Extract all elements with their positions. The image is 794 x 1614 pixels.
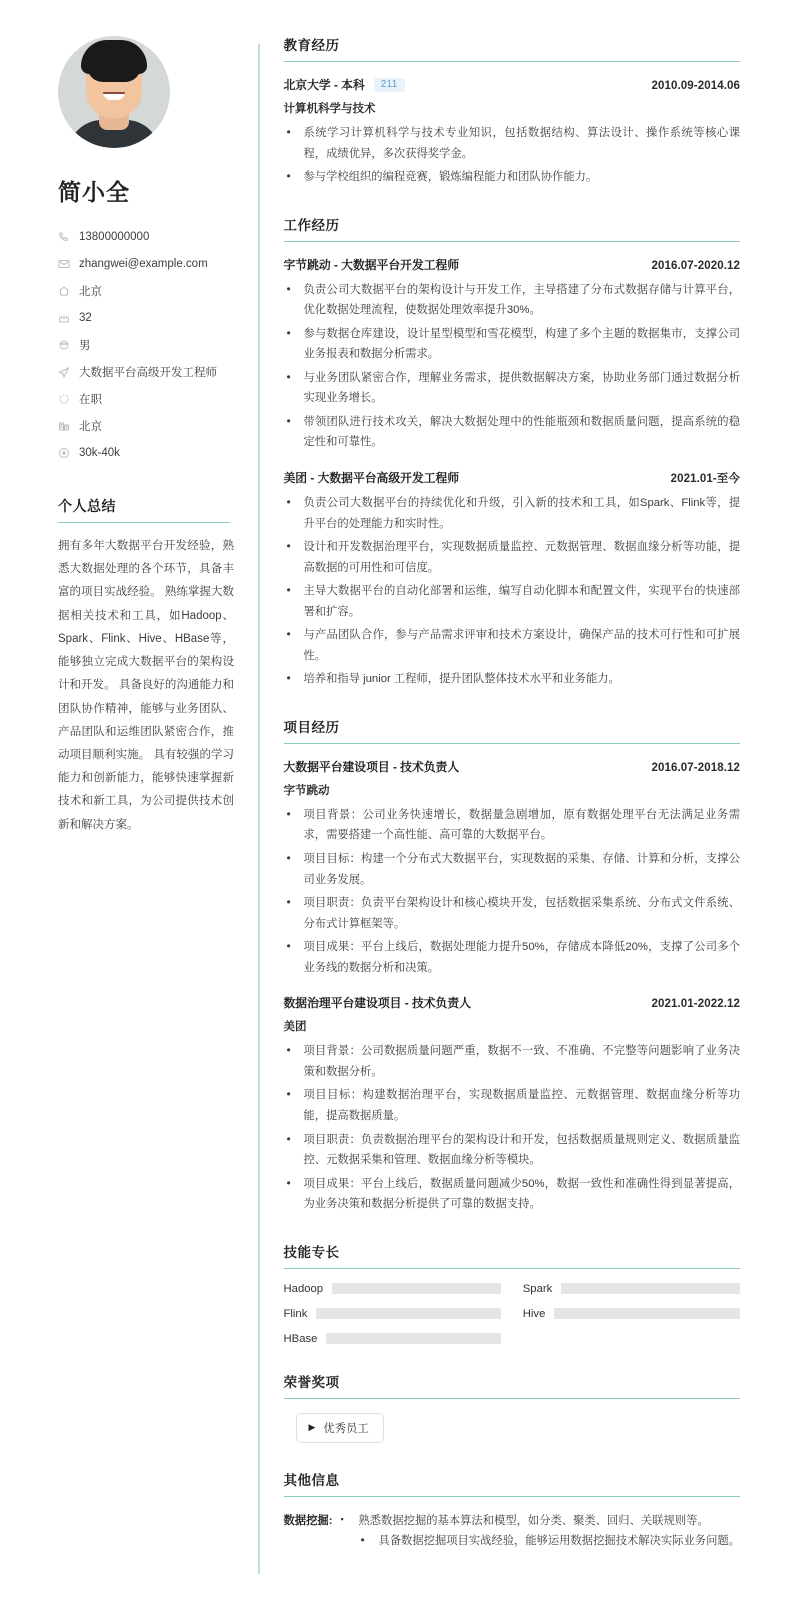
skill-row xyxy=(284,1333,501,1345)
education-major: 计算机科学与技术 xyxy=(283,103,376,115)
other-info-body xyxy=(332,1511,740,1552)
work-position: 字节跳动 - 大数据平台开发工程师 xyxy=(283,257,460,272)
phone-icon xyxy=(58,231,76,243)
education-entry xyxy=(284,76,741,188)
section-title-projects: 项目经历 xyxy=(284,716,741,744)
city-icon xyxy=(58,420,76,432)
list-item: • 项目背景：公司数据质量问题严重，数据不一致、不准确、不完整等问题影响了业务决策和数据分析。 xyxy=(284,1041,741,1082)
section-work xyxy=(284,214,741,690)
project-entry xyxy=(284,758,741,978)
list-item: • 参与数据仓库建设，设计星型模型和雪花模型，构建了多个主题的数据集市，支撑公司业务报表和数据分析需求。 xyxy=(284,324,741,365)
mail-icon xyxy=(58,258,76,270)
education-date: 2010.09-2014.06 xyxy=(651,80,740,92)
info-row-target-position xyxy=(58,358,232,385)
skill-progress-track xyxy=(561,1283,740,1294)
skills-grid xyxy=(284,1283,741,1345)
section-title-education: 教育经历 xyxy=(284,34,741,62)
skill-progress-track xyxy=(554,1308,740,1319)
sidebar xyxy=(0,14,258,1614)
education-school: 北京大学 - 本科 xyxy=(283,78,365,92)
info-value-job-status: 在职 xyxy=(79,393,102,406)
work-bullets xyxy=(284,493,741,690)
list-item: • 系统学习计算机科学与技术专业知识，包括数据结构、算法设计、操作系统等核心课程，成绩优异，多次获得奖学金。 xyxy=(284,123,741,164)
section-skills xyxy=(284,1241,741,1345)
award-chip[interactable] xyxy=(296,1413,384,1443)
section-other-info xyxy=(284,1469,741,1552)
info-value-salary: 30k-40k xyxy=(79,446,120,459)
info-row-gender xyxy=(58,331,232,358)
section-awards xyxy=(284,1371,741,1443)
work-position: 美团 - 大数据平台高级开发工程师 xyxy=(283,471,460,486)
list-item: • 培养和指导 junior 工程师，提升团队整体技术水平和业务能力。 xyxy=(284,669,741,690)
skill-row xyxy=(523,1283,740,1295)
awards-list xyxy=(284,1413,741,1443)
list-item: • 项目职责：负责数据治理平台的架构设计和开发，包括数据质量规则定义、数据质量监控、元数据采集和管理、数据血缘分析等模块。 xyxy=(284,1130,741,1171)
education-school-line xyxy=(284,76,405,93)
education-bullets xyxy=(284,123,741,188)
avatar-photo xyxy=(58,36,170,148)
section-education xyxy=(284,34,741,188)
section-projects xyxy=(284,716,741,1215)
gender-icon xyxy=(58,339,76,351)
work-date: 2021.01-至今 xyxy=(670,473,740,486)
skill-row xyxy=(284,1308,501,1320)
skill-row xyxy=(284,1283,501,1295)
project-date: 2021.01-2022.12 xyxy=(651,998,740,1011)
work-bullets xyxy=(284,280,741,453)
project-bullets xyxy=(284,1041,741,1214)
summary-title: 个人总结 xyxy=(58,496,230,523)
cake-icon xyxy=(58,312,76,324)
list-item: • 负责公司大数据平台的架构设计与开发工作，主导搭建了分布式数据存储与计算平台，优化数据处理流程，使数据处理效率提升30%。 xyxy=(284,280,741,321)
candidate-name: 简小全 xyxy=(58,179,130,205)
target-icon xyxy=(58,366,76,378)
skill-name: Spark xyxy=(522,1282,553,1295)
play-triangle-icon: ▶ xyxy=(308,1422,316,1433)
project-bullets xyxy=(284,805,741,978)
info-value-age: 32 xyxy=(79,311,92,324)
section-title-work: 工作经历 xyxy=(284,214,741,242)
info-row-city xyxy=(58,412,232,439)
info-value-email: zhangwei@example.com xyxy=(79,257,208,270)
section-title-skills: 技能专长 xyxy=(284,1241,741,1269)
project-entry-head xyxy=(284,758,741,775)
work-entry xyxy=(284,256,741,453)
project-company: 美团 xyxy=(283,1021,307,1034)
other-info-bullets xyxy=(336,1511,740,1552)
work-entry-head xyxy=(284,469,741,486)
other-info-row xyxy=(284,1511,741,1552)
project-name: 数据治理平台建设项目 - 技术负责人 xyxy=(283,996,471,1011)
home-icon xyxy=(58,285,76,297)
work-date: 2016.07-2020.12 xyxy=(651,259,740,272)
main-content xyxy=(260,14,794,1614)
skill-progress-track xyxy=(332,1283,501,1294)
project-date: 2016.07-2018.12 xyxy=(651,761,740,774)
list-item: • 项目成果：平台上线后，数据处理能力提升50%，存储成本降低20%，支撑了公司多个业务线的数据分析和决策。 xyxy=(284,937,741,978)
skill-name: Hadoop xyxy=(283,1282,324,1295)
contact-info-list xyxy=(58,223,232,466)
list-item: • 项目背景：公司业务快速增长，数据量急剧增加，原有数据处理平台无法满足业务需求，需要搭建一个高性能、高可靠的大数据平台。 xyxy=(284,805,741,846)
list-item: • 主导大数据平台的自动化部署和运维，编写自动化脚本和配置文件，实现平台的快速部署和扩容。 xyxy=(284,581,741,622)
skill-name: Hive xyxy=(522,1307,546,1320)
award-label: 优秀员工 xyxy=(323,1422,369,1435)
status-badge: 211 xyxy=(374,78,405,92)
salary-icon xyxy=(58,447,76,459)
skill-progress-track xyxy=(316,1308,500,1319)
info-value-gender: 男 xyxy=(79,339,91,352)
status-icon xyxy=(58,393,76,405)
list-item: • 项目职责：负责平台架构设计和核心模块开发，包括数据采集系统、分布式文件系统、分布式计算框架等。 xyxy=(284,893,741,934)
list-item: • 设计和开发数据治理平台，实现数据质量监控、元数据管理、数据血缘分析等功能，提高数据的可用性和可信度。 xyxy=(284,537,741,578)
list-item: • 项目目标：构建一个分布式大数据平台，实现数据的采集、存储、计算和分析，支撑公司业务发展。 xyxy=(284,849,741,890)
list-item: • 带领团队进行技术攻关，解决大数据处理中的性能瓶颈和数据质量问题，提高系统的稳定性和可靠性。 xyxy=(284,412,741,453)
skill-row xyxy=(523,1308,740,1320)
list-item: • 与业务团队紧密合作，理解业务需求，提供数据解决方案，协助业务部门通过数据分析实现业务增长。 xyxy=(284,368,741,409)
info-value-phone: 13800000000 xyxy=(79,230,150,243)
list-item: • 与产品团队合作，参与产品需求评审和技术方案设计，确保产品的技术可行性和可扩展性。 xyxy=(284,625,741,666)
info-row-job-status xyxy=(58,385,232,412)
section-title-awards: 荣誉奖项 xyxy=(284,1371,741,1399)
project-name: 大数据平台建设项目 - 技术负责人 xyxy=(283,759,460,774)
skill-name: HBase xyxy=(283,1332,318,1345)
project-company: 字节跳动 xyxy=(283,784,330,797)
summary-block xyxy=(58,496,232,837)
info-row-phone xyxy=(58,223,232,250)
project-entry-head xyxy=(284,994,741,1011)
list-item: • 参与学校组织的编程竞赛，锻炼编程能力和团队协作能力。 xyxy=(284,167,741,188)
skill-name: Flink xyxy=(283,1307,308,1320)
list-item: • 项目目标：构建数据治理平台，实现数据质量监控、元数据管理、数据血缘分析等功能，提高数据质量。 xyxy=(284,1085,741,1126)
list-item: • 具备数据挖掘项目实战经验，能够运用数据挖掘技术解决实际业务问题。 xyxy=(336,1531,740,1552)
avatar xyxy=(58,36,170,148)
work-entry-head xyxy=(284,256,741,273)
section-title-other-info: 其他信息 xyxy=(284,1469,741,1497)
education-entry-head xyxy=(284,76,741,93)
list-item: ▪ 熟悉数据挖掘的基本算法和模型，如分类、聚类、回归、关联规则等。 xyxy=(336,1511,740,1532)
info-row-email xyxy=(58,250,232,277)
project-entry xyxy=(284,994,741,1214)
info-row-salary xyxy=(58,439,232,466)
info-value-target-position: 大数据平台高级开发工程师 xyxy=(79,366,217,379)
info-value-hometown: 北京 xyxy=(79,285,102,298)
summary-text: 拥有多年大数据平台开发经验，熟悉大数据处理的各个环节，具备丰富的项目实战经验。 熟练掌握大数据相关技术和工具，如Hadoop、Spark、Flink、Hive、HBase等，能够独立完成大数据平台的架构设计和开发。 具备良好的沟通能力和团队协作精神，能够与业务团队、产品团队和运维团队紧密合作，推动项目顺利实施。 具有较强的学习能力和创新能力，能够快速掌握新技术和新工具，为公司提供技术创新和解决方案。 xyxy=(58,540,234,831)
info-value-city: 北京 xyxy=(79,420,102,433)
list-item: • 负责公司大数据平台的持续优化和升级，引入新的技术和工具，如Spark、Flink等，提升平台的处理能力和实时性。 xyxy=(284,493,741,534)
info-row-age xyxy=(58,304,232,331)
other-info-label: 数据挖掘: xyxy=(283,1514,333,1527)
info-row-hometown xyxy=(58,277,232,304)
skill-progress-track xyxy=(326,1333,500,1344)
list-item: • 项目成果：平台上线后，数据质量问题减少50%，数据一致性和准确性得到显著提高，为业务决策和数据分析提供了可靠的数据支持。 xyxy=(284,1174,741,1215)
work-entry xyxy=(284,469,741,690)
